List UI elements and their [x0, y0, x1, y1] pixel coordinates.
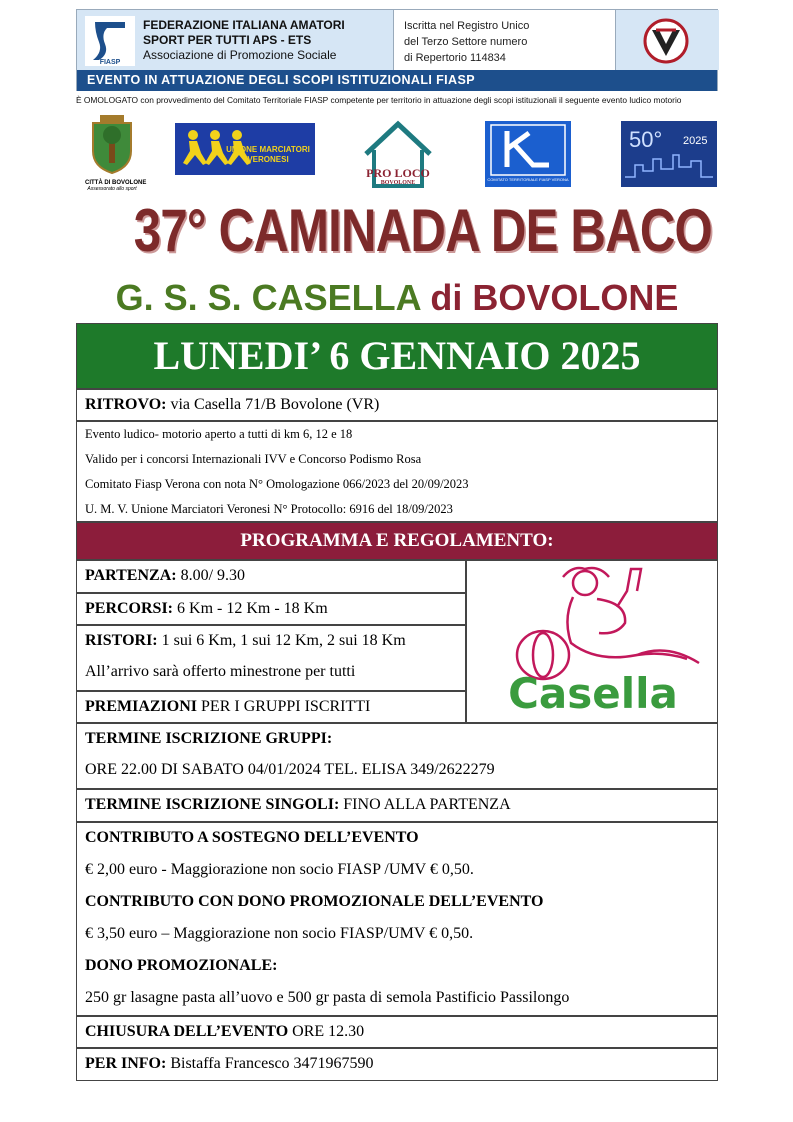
- federation-line-1: FEDERAZIONE ITALIANA AMATORI: [143, 18, 345, 32]
- singoli-value: FINO ALLA PARTENZA: [343, 796, 511, 813]
- comitato-fiasp-verona-logo: [485, 121, 571, 187]
- ivv-logo-icon: [642, 18, 690, 64]
- percorsi-row: [76, 593, 466, 625]
- gruppi-label: TERMINE ISCRIZIONE GRUPPI:: [85, 730, 333, 747]
- iscrizione-singoli-row: [76, 789, 718, 822]
- skyline-icon: [621, 121, 717, 187]
- fiasp-header: [76, 9, 718, 91]
- premiazioni-label: PREMIAZIONI: [85, 698, 198, 715]
- ritrovo-value: via Casella 71/B Bovolone (VR): [170, 396, 380, 413]
- ritrovo-row: [76, 389, 718, 421]
- anniversary-number: 50°: [629, 127, 663, 152]
- omologato-text: È OMOLOGATO con provvedimento del Comitato Territoriale FIASP competente per territorio in attuazione degli scopi istituzionali il seguente evento ludico motorio: [76, 95, 682, 105]
- fiasp-logo-icon: [85, 16, 135, 66]
- event-title: 37° CAMINADA DE BACO: [133, 197, 713, 264]
- organizer-name: G. S. S. CASELLA: [115, 277, 421, 318]
- partenza-value: 8.00/ 9.30: [180, 567, 246, 584]
- ivv-block: [615, 10, 719, 70]
- partenza-row: [76, 560, 466, 593]
- premiazioni-row: [76, 691, 466, 723]
- chiusura-value: ORE 12.30: [292, 1023, 365, 1040]
- coat-of-arms-icon: [85, 113, 139, 175]
- premiazioni-value: PER I GRUPPI ISCRITTI: [201, 698, 371, 715]
- gruppi-value: ORE 22.00 DI SABATO 04/01/2024 TEL. ELISA 349/2622279: [85, 761, 495, 778]
- registry-line-3: di Repertorio 114834: [404, 52, 506, 64]
- info-line-1: Evento ludico- motorio aperto a tutti di km 6, 12 e 18: [85, 427, 353, 441]
- dono-value: 250 gr lasagne pasta all’uovo e 500 gr pasta di semola Pastificio Passilongo: [85, 989, 570, 1006]
- info-block: [76, 421, 718, 522]
- fiasp-50-anniversary-logo: [621, 121, 717, 187]
- ritrovo-label: RITROVO:: [85, 396, 167, 413]
- arrivo-text: All’arrivo sarà offerto minestrone per tutti: [85, 663, 356, 680]
- organizer-town: di BOVOLONE: [430, 277, 679, 318]
- fiasp-logo-text: FIASP: [99, 59, 121, 66]
- contributo-value: € 2,00 euro - Maggiorazione non socio FIASP /UMV € 0,50.: [85, 861, 474, 878]
- dono-label: DONO PROMOZIONALE:: [85, 957, 278, 974]
- umv-text: UNIONE MARCIATORI VERONESI: [226, 145, 310, 164]
- sponsor-name: Casella: [508, 669, 678, 718]
- umv-logo: [175, 123, 315, 175]
- federation-line-3: Associazione di Promozione Sociale: [143, 48, 337, 62]
- program-heading: PROGRAMMA E REGOLAMENTO:: [76, 522, 718, 560]
- info-value: Bistaffa Francesco 3471967590: [170, 1055, 374, 1072]
- percorsi-value: 6 Km - 12 Km - 18 Km: [177, 600, 328, 617]
- info-row: [76, 1048, 718, 1081]
- partenza-label: PARTENZA:: [85, 567, 177, 584]
- federation-line-2: SPORT PER TUTTI APS - ETS: [143, 33, 312, 47]
- chiusura-row: [76, 1016, 718, 1048]
- info-line-4: U. M. V. Unione Marciatori Veronesi N° Protocollo: 6916 del 18/09/2023: [85, 502, 453, 516]
- percorsi-label: PERCORSI:: [85, 600, 174, 617]
- event-date: LUNEDI’ 6 GENNAIO 2025: [76, 323, 718, 389]
- comitato-text: COMITATO TERRITORIALE FIASP VERONA: [487, 177, 569, 182]
- comune-bovolone-logo: [85, 113, 147, 192]
- bacchus-illustration-icon: [467, 563, 717, 683]
- contributo-label: CONTRIBUTO A SOSTEGNO DELL’EVENTO: [85, 829, 419, 846]
- chiusura-label: CHIUSURA DELL’EVENTO: [85, 1023, 289, 1040]
- registry-line-1: Iscritta nel Registro Unico: [404, 20, 530, 32]
- proloco-logo: [362, 120, 434, 190]
- proloco-text-2: BOVOLONE: [380, 180, 416, 186]
- registry-line-2: del Terzo Settore numero: [404, 36, 528, 48]
- comune-name: CITTÀ DI BOVOLONE: [85, 180, 147, 186]
- header-band: EVENTO IN ATTUAZIONE DEGLI SCOPI ISTITUZIONALI FIASP: [77, 70, 717, 91]
- proloco-text-1: PRO LOCO: [366, 166, 430, 180]
- anniversary-year: 2025: [683, 135, 708, 147]
- comune-sub: Assessorato allo sport: [87, 186, 137, 192]
- singoli-label: TERMINE ISCRIZIONE SINGOLI:: [85, 796, 340, 813]
- federation-name: [143, 18, 345, 63]
- dono-contributo-value: € 3,50 euro – Maggiorazione non socio FIASP/UMV € 0,50.: [85, 925, 474, 942]
- event-organizer: [76, 276, 718, 320]
- ristori-value: 1 sui 6 Km, 1 sui 12 Km, 2 sui 18 Km: [161, 632, 406, 649]
- dono-contributo-label: CONTRIBUTO CON DONO PROMOZIONALE DELL’EVENTO: [85, 893, 544, 910]
- info-line-3: Comitato Fiasp Verona con nota N° Omologazione 066/2023 del 20/09/2023: [85, 477, 469, 491]
- info-label: PER INFO:: [85, 1055, 167, 1072]
- ristori-row: [76, 625, 466, 691]
- federation-block: [77, 10, 393, 70]
- info-line-2: Valido per i concorsi Internazionali IVV e Concorso Podismo Rosa: [85, 452, 422, 466]
- comitato-symbol-icon: [485, 121, 571, 177]
- registry-block: [393, 10, 615, 70]
- contributi-block: [76, 822, 718, 1016]
- ristori-label: RISTORI:: [85, 632, 158, 649]
- sponsor-cell: [466, 560, 718, 723]
- iscrizione-gruppi-row: [76, 723, 718, 789]
